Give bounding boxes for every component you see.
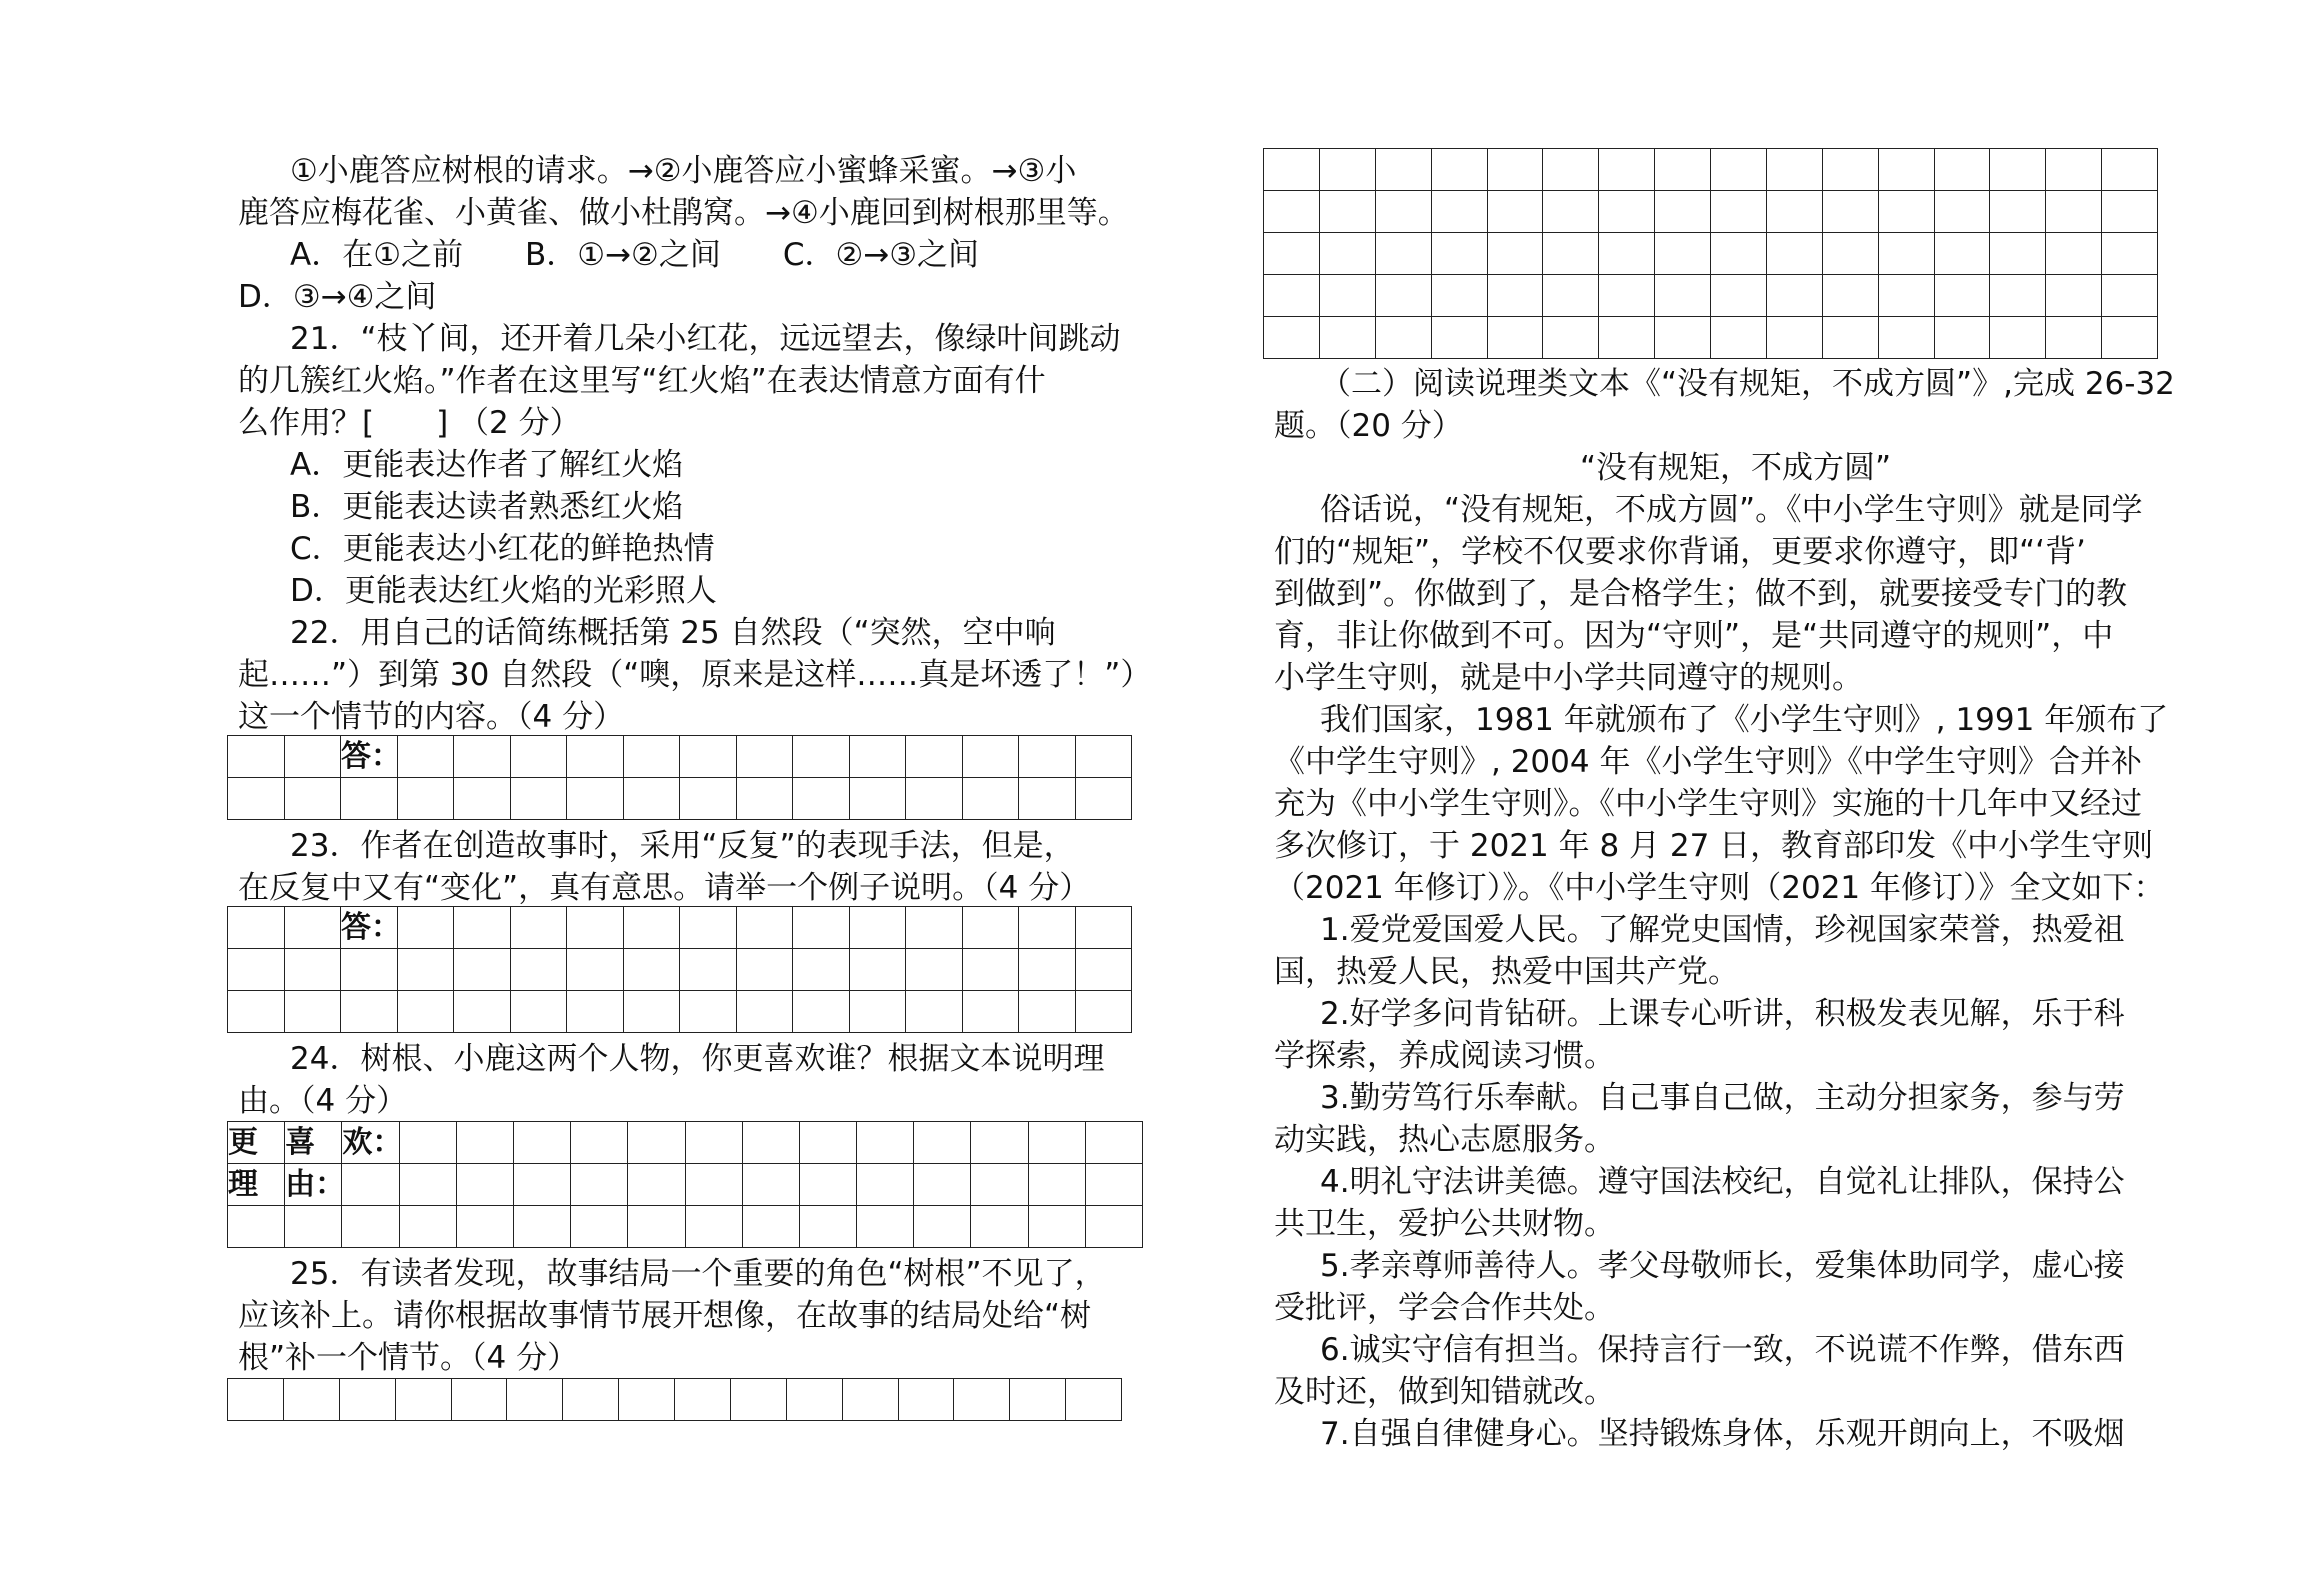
grid-cell[interactable] bbox=[1599, 317, 1655, 359]
grid-cell[interactable] bbox=[857, 1206, 914, 1248]
grid-cell[interactable] bbox=[510, 778, 567, 820]
grid-cell[interactable] bbox=[456, 1122, 513, 1164]
grid-cell[interactable] bbox=[1599, 149, 1655, 191]
grid-cell[interactable] bbox=[849, 778, 906, 820]
grid-cell[interactable] bbox=[451, 1379, 507, 1421]
grid-cell[interactable] bbox=[1990, 275, 2046, 317]
grid-cell[interactable] bbox=[849, 991, 906, 1033]
grid-cell[interactable] bbox=[342, 1206, 399, 1248]
rule-item: 7.自强自律健身心。坚持锻炼身体，乐观开朗向上，不吸烟 bbox=[1320, 1416, 2125, 1452]
grid-cell[interactable] bbox=[571, 1206, 628, 1248]
grid-cell[interactable] bbox=[507, 1379, 563, 1421]
grid-cell[interactable] bbox=[1319, 233, 1375, 275]
grid-cell[interactable] bbox=[1655, 191, 1711, 233]
grid-cell[interactable] bbox=[1487, 275, 1543, 317]
grid-cell[interactable] bbox=[1019, 949, 1076, 991]
grid-cell[interactable] bbox=[1543, 317, 1599, 359]
grid-cell[interactable] bbox=[971, 1122, 1028, 1164]
grid-cell[interactable] bbox=[1264, 317, 1320, 359]
grid-cell[interactable] bbox=[1431, 149, 1487, 191]
rule-item: 1.爱党爱国爱人民。了解党史国情，珍视国家荣誉，热爱祖 bbox=[1320, 912, 2125, 948]
grid-cell[interactable] bbox=[1599, 275, 1655, 317]
grid-cell[interactable] bbox=[397, 949, 454, 991]
text-line: 动实践，热心志愿服务。 bbox=[1274, 1122, 1615, 1158]
grid-cell[interactable] bbox=[971, 1164, 1028, 1206]
grid-cell[interactable] bbox=[914, 1164, 971, 1206]
grid-cell[interactable] bbox=[284, 907, 341, 949]
grid-cell[interactable] bbox=[1375, 275, 1431, 317]
grid-row bbox=[1264, 149, 2158, 191]
grid-cell[interactable] bbox=[1075, 736, 1132, 778]
text-line: 鹿答应梅花雀、小黄雀、做小杜鹃窝。→④小鹿回到树根那里等。 bbox=[238, 195, 1129, 231]
grid-cell[interactable] bbox=[339, 1379, 395, 1421]
grid-cell[interactable] bbox=[675, 1379, 731, 1421]
option-line: D．③→④之间 bbox=[238, 279, 437, 315]
grid-cell[interactable] bbox=[1019, 778, 1076, 820]
grid-cell[interactable] bbox=[1766, 233, 1822, 275]
grid-cell[interactable] bbox=[571, 1122, 628, 1164]
grid-row bbox=[1264, 191, 2158, 233]
text-line: 我们国家，1981 年就颁布了《小学生守则》, 1991 年颁布了 bbox=[1320, 702, 2169, 738]
grid-char: 喜 bbox=[285, 1122, 342, 1164]
text-line: 及时还，做到知错就改。 bbox=[1274, 1374, 1615, 1410]
option-d: D．更能表达红火焰的光彩照人 bbox=[290, 573, 717, 609]
grid-cell[interactable] bbox=[786, 1379, 842, 1421]
text-line: 这一个情节的内容。（4 分） bbox=[238, 699, 625, 735]
grid-cell[interactable] bbox=[1878, 275, 1934, 317]
grid-cell[interactable] bbox=[284, 778, 341, 820]
rule-item: 3.勤劳笃行乐奉献。自己事自己做，主动分担家务，参与劳 bbox=[1320, 1080, 2125, 1116]
grid-cell[interactable] bbox=[563, 1379, 619, 1421]
grid-cell[interactable] bbox=[1431, 317, 1487, 359]
grid-cell[interactable] bbox=[857, 1122, 914, 1164]
section-heading: （二）阅读说理类文本《“没有规矩，不成方圆”》,完成 26-32 bbox=[1320, 366, 2175, 402]
grid-cell[interactable] bbox=[510, 991, 567, 1033]
grid-cell[interactable] bbox=[849, 907, 906, 949]
grid-cell[interactable] bbox=[228, 949, 285, 991]
grid-cell[interactable] bbox=[623, 907, 680, 949]
grid-cell[interactable] bbox=[906, 778, 963, 820]
grid-cell[interactable] bbox=[736, 949, 793, 991]
grid-cell[interactable] bbox=[1878, 149, 1934, 191]
grid-cell[interactable] bbox=[1878, 191, 1934, 233]
grid-char: 更 bbox=[228, 1122, 285, 1164]
grid-cell[interactable] bbox=[1543, 275, 1599, 317]
grid-cell[interactable] bbox=[567, 907, 624, 949]
option-c: C．更能表达小红花的鲜艳热情 bbox=[290, 531, 715, 567]
grid-cell[interactable] bbox=[1822, 275, 1878, 317]
grid-cell[interactable] bbox=[567, 991, 624, 1033]
grid-cell[interactable] bbox=[1319, 191, 1375, 233]
grid-cell[interactable] bbox=[1028, 1206, 1085, 1248]
grid-cell[interactable] bbox=[680, 949, 737, 991]
grid-cell[interactable] bbox=[1599, 191, 1655, 233]
grid-cell[interactable] bbox=[793, 907, 850, 949]
answer-grid-24[interactable] bbox=[227, 1121, 1143, 1248]
grid-cell[interactable] bbox=[685, 1206, 742, 1248]
grid-cell[interactable] bbox=[623, 778, 680, 820]
grid-cell[interactable] bbox=[962, 991, 1019, 1033]
grid-cell[interactable] bbox=[1822, 233, 1878, 275]
grid-cell[interactable] bbox=[1264, 233, 1320, 275]
grid-cell[interactable] bbox=[1934, 275, 1990, 317]
grid-cell[interactable] bbox=[906, 949, 963, 991]
answer-grid-25[interactable] bbox=[227, 1378, 1122, 1421]
grid-cell[interactable] bbox=[2102, 275, 2158, 317]
grid-cell[interactable] bbox=[742, 1122, 799, 1164]
grid-cell[interactable] bbox=[954, 1379, 1010, 1421]
rule-item: 2.好学多问肯钻研。上课专心听讲，积极发表见解，乐于科 bbox=[1320, 996, 2125, 1032]
grid-cell[interactable] bbox=[1766, 275, 1822, 317]
grid-cell[interactable] bbox=[1711, 275, 1767, 317]
grid-cell[interactable] bbox=[228, 991, 285, 1033]
grid-cell[interactable] bbox=[454, 736, 511, 778]
grid-cell[interactable] bbox=[1711, 191, 1767, 233]
grid-cell[interactable] bbox=[395, 1379, 451, 1421]
grid-cell[interactable] bbox=[397, 991, 454, 1033]
grid-cell[interactable] bbox=[228, 736, 285, 778]
grid-cell[interactable] bbox=[1028, 1164, 1085, 1206]
grid-row bbox=[1264, 317, 2158, 359]
grid-cell[interactable] bbox=[1766, 191, 1822, 233]
grid-cell[interactable] bbox=[1431, 191, 1487, 233]
grid-cell[interactable] bbox=[1375, 149, 1431, 191]
grid-cell[interactable] bbox=[1487, 191, 1543, 233]
grid-cell[interactable] bbox=[1264, 191, 1320, 233]
grid-cell[interactable] bbox=[397, 778, 454, 820]
text-line: ①小鹿答应树根的请求。→②小鹿答应小蜜蜂采蜜。→③小 bbox=[290, 153, 1077, 189]
grid-cell[interactable] bbox=[1822, 149, 1878, 191]
grid-cell[interactable] bbox=[228, 1379, 284, 1421]
grid-cell[interactable] bbox=[2102, 191, 2158, 233]
grid-cell[interactable] bbox=[628, 1206, 685, 1248]
grid-row bbox=[228, 778, 1132, 820]
grid-cell[interactable] bbox=[962, 907, 1019, 949]
grid-cell[interactable] bbox=[799, 1206, 856, 1248]
grid-cell[interactable] bbox=[1319, 317, 1375, 359]
grid-cell[interactable] bbox=[1934, 317, 1990, 359]
text-line: 国，热爱人民，热爱中国共产党。 bbox=[1274, 954, 1739, 990]
grid-cell[interactable] bbox=[1431, 275, 1487, 317]
grid-cell[interactable] bbox=[1655, 233, 1711, 275]
grid-cell[interactable] bbox=[285, 1206, 342, 1248]
grid-cell[interactable] bbox=[736, 907, 793, 949]
grid-cell[interactable] bbox=[619, 1379, 675, 1421]
answer-grid-23[interactable] bbox=[227, 906, 1132, 1033]
grid-cell[interactable] bbox=[1711, 317, 1767, 359]
text-line: 们的“规矩”，学校不仅要求你背诵，更要求你遵守，即“‘背’ bbox=[1274, 534, 2086, 570]
grid-cell[interactable] bbox=[962, 949, 1019, 991]
grid-cell[interactable] bbox=[1543, 149, 1599, 191]
grid-row bbox=[228, 1164, 1143, 1206]
grid-cell[interactable] bbox=[1487, 233, 1543, 275]
grid-cell[interactable] bbox=[567, 736, 624, 778]
grid-cell[interactable] bbox=[736, 991, 793, 1033]
grid-cell[interactable] bbox=[1019, 907, 1076, 949]
grid-cell[interactable] bbox=[228, 1206, 285, 1248]
grid-cell[interactable] bbox=[914, 1122, 971, 1164]
question-24: 24．树根、小鹿这两个人物，你更喜欢谁？根据文本说明理 bbox=[290, 1041, 1105, 1077]
grid-cell[interactable] bbox=[1431, 233, 1487, 275]
grid-cell[interactable] bbox=[898, 1379, 954, 1421]
grid-cell[interactable] bbox=[971, 1206, 1028, 1248]
grid-cell[interactable] bbox=[1075, 991, 1132, 1033]
option-b: B．更能表达读者熟悉红火焰 bbox=[290, 489, 684, 525]
grid-cell[interactable] bbox=[284, 949, 341, 991]
grid-cell[interactable] bbox=[1319, 275, 1375, 317]
grid-cell[interactable] bbox=[1990, 233, 2046, 275]
grid-cell[interactable] bbox=[454, 991, 511, 1033]
grid-cell[interactable] bbox=[2102, 233, 2158, 275]
grid-cell[interactable] bbox=[730, 1379, 786, 1421]
text-line: 起……”）到第 30 自然段（“噢，原来是这样……真是坏透了！”） bbox=[238, 657, 1152, 693]
grid-cell[interactable] bbox=[857, 1164, 914, 1206]
text-line: 充为《中小学生守则》。《中小学生守则》实施的十几年中又经过 bbox=[1274, 786, 2142, 822]
grid-cell[interactable] bbox=[1822, 317, 1878, 359]
text-line: 俗话说，“没有规矩，不成方圆”。《中小学生守则》就是同学 bbox=[1320, 492, 2143, 528]
grid-cell[interactable] bbox=[2046, 275, 2102, 317]
grid-cell[interactable] bbox=[1990, 317, 2046, 359]
grid-cell[interactable] bbox=[1543, 191, 1599, 233]
right-column bbox=[1240, 0, 2304, 1595]
grid-cell[interactable] bbox=[623, 949, 680, 991]
question-22: 22．用自己的话简练概括第 25 自然段（“突然，空中响 bbox=[290, 615, 1056, 651]
grid-cell[interactable] bbox=[1085, 1164, 1142, 1206]
grid-cell[interactable] bbox=[962, 778, 1019, 820]
grid-cell[interactable] bbox=[793, 949, 850, 991]
grid-cell[interactable] bbox=[399, 1164, 456, 1206]
grid-row bbox=[228, 949, 1132, 991]
text-line: 多次修订，于 2021 年 8 月 27 日，教育部印发《中小学生守则 bbox=[1274, 828, 2154, 864]
grid-row bbox=[1264, 275, 2158, 317]
rule-item: 5.孝亲尊师善待人。孝父母敬师长，爱集体助同学，虚心接 bbox=[1320, 1248, 2125, 1284]
grid-cell[interactable] bbox=[799, 1164, 856, 1206]
grid-cell[interactable] bbox=[628, 1122, 685, 1164]
text-line: 题。（20 分） bbox=[1274, 408, 1463, 444]
grid-cell[interactable] bbox=[342, 1164, 399, 1206]
text-line: 么作用？[ ] （2 分） bbox=[238, 405, 581, 441]
grid-cell[interactable] bbox=[1019, 991, 1076, 1033]
grid-label: 由： bbox=[285, 1164, 342, 1206]
text-line: 的几簇红火焰。”作者在这里写“红火焰”在表达情意方面有什 bbox=[238, 363, 1046, 399]
text-line: 小学生守则，就是中小学共同遵守的规则。 bbox=[1274, 660, 1863, 696]
grid-cell[interactable] bbox=[2046, 233, 2102, 275]
answer-label: 答： bbox=[341, 736, 398, 778]
grid-cell[interactable] bbox=[2046, 191, 2102, 233]
grid-cell[interactable] bbox=[456, 1164, 513, 1206]
grid-cell[interactable] bbox=[510, 907, 567, 949]
grid-cell[interactable] bbox=[1085, 1122, 1142, 1164]
grid-cell[interactable] bbox=[962, 736, 1019, 778]
grid-row bbox=[228, 1379, 1122, 1421]
grid-cell[interactable] bbox=[341, 991, 398, 1033]
grid-cell[interactable] bbox=[628, 1164, 685, 1206]
grid-cell[interactable] bbox=[567, 778, 624, 820]
grid-cell[interactable] bbox=[1264, 149, 1320, 191]
grid-cell[interactable] bbox=[736, 736, 793, 778]
grid-cell[interactable] bbox=[228, 907, 285, 949]
grid-cell[interactable] bbox=[680, 991, 737, 1033]
grid-cell[interactable] bbox=[399, 1122, 456, 1164]
grid-cell[interactable] bbox=[397, 736, 454, 778]
grid-cell[interactable] bbox=[742, 1206, 799, 1248]
text-line: 在反复中又有“变化”，真有意思。请举一个例子说明。（4 分） bbox=[238, 870, 1091, 906]
grid-cell[interactable] bbox=[1655, 317, 1711, 359]
grid-cell[interactable] bbox=[228, 778, 285, 820]
text-line: 受批评，学会合作共处。 bbox=[1274, 1290, 1615, 1326]
text-line: 《中学生守则》, 2004 年《小学生守则》《中学生守则》合并补 bbox=[1274, 744, 2142, 780]
grid-cell[interactable] bbox=[454, 907, 511, 949]
grid-cell[interactable] bbox=[1028, 1122, 1085, 1164]
grid-cell[interactable] bbox=[1375, 233, 1431, 275]
text-line: 到做到”。你做到了，是合格学生；做不到，就要接受专门的教 bbox=[1274, 576, 2128, 612]
grid-cell[interactable] bbox=[1010, 1379, 1066, 1421]
grid-cell[interactable] bbox=[284, 991, 341, 1033]
grid-cell[interactable] bbox=[1711, 149, 1767, 191]
grid-cell[interactable] bbox=[397, 907, 454, 949]
text-line: 根”补一个情节。（4 分） bbox=[238, 1340, 579, 1376]
grid-char: 理 bbox=[228, 1164, 285, 1206]
question-23: 23．作者在创造故事时，采用“反复”的表现手法，但是， bbox=[290, 828, 1075, 864]
grid-cell[interactable] bbox=[510, 736, 567, 778]
grid-cell[interactable] bbox=[1319, 149, 1375, 191]
grid-row bbox=[228, 736, 1132, 778]
grid-cell[interactable] bbox=[1599, 233, 1655, 275]
grid-cell[interactable] bbox=[1075, 907, 1132, 949]
grid-cell[interactable] bbox=[742, 1164, 799, 1206]
grid-label: 欢： bbox=[342, 1122, 399, 1164]
grid-cell[interactable] bbox=[513, 1164, 570, 1206]
grid-cell[interactable] bbox=[1766, 317, 1822, 359]
grid-cell[interactable] bbox=[793, 778, 850, 820]
grid-cell[interactable] bbox=[1934, 233, 1990, 275]
answer-label: 答： bbox=[341, 907, 398, 949]
grid-cell[interactable] bbox=[1075, 949, 1132, 991]
grid-cell[interactable] bbox=[1655, 275, 1711, 317]
grid-cell[interactable] bbox=[1711, 233, 1767, 275]
grid-cell[interactable] bbox=[849, 949, 906, 991]
grid-cell[interactable] bbox=[1822, 191, 1878, 233]
option-line: A．在①之前 B．①→②之间 C．②→③之间 bbox=[290, 237, 980, 273]
grid-cell[interactable] bbox=[685, 1164, 742, 1206]
grid-cell[interactable] bbox=[1264, 275, 1320, 317]
question-21: 21．“枝丫间，还开着几朵小红花，远远望去，像绿叶间跳动 bbox=[290, 321, 1121, 357]
grid-cell[interactable] bbox=[284, 736, 341, 778]
grid-cell[interactable] bbox=[623, 991, 680, 1033]
grid-cell[interactable] bbox=[1990, 149, 2046, 191]
grid-row bbox=[1264, 233, 2158, 275]
grid-cell[interactable] bbox=[1375, 317, 1431, 359]
grid-cell[interactable] bbox=[1543, 233, 1599, 275]
grid-cell[interactable] bbox=[793, 736, 850, 778]
grid-cell[interactable] bbox=[567, 949, 624, 991]
article-title: “没有规矩，不成方圆” bbox=[1580, 450, 1892, 486]
grid-cell[interactable] bbox=[1878, 233, 1934, 275]
grid-cell[interactable] bbox=[1934, 149, 1990, 191]
grid-cell[interactable] bbox=[685, 1122, 742, 1164]
grid-cell[interactable] bbox=[906, 736, 963, 778]
grid-cell[interactable] bbox=[680, 736, 737, 778]
text-line: 育，非让你做到不可。因为“守则”，是“共同遵守的规则”，中 bbox=[1274, 618, 2114, 654]
grid-cell[interactable] bbox=[1019, 736, 1076, 778]
question-25: 25．有读者发现，故事结局一个重要的角色“树根”不见了， bbox=[290, 1256, 1106, 1292]
grid-cell[interactable] bbox=[1066, 1379, 1122, 1421]
grid-cell[interactable] bbox=[1487, 149, 1543, 191]
grid-row bbox=[228, 1122, 1143, 1164]
grid-cell[interactable] bbox=[513, 1206, 570, 1248]
text-line: 共卫生，爱护公共财物。 bbox=[1274, 1206, 1615, 1242]
text-line: （2021 年修订）》。《中小学生守则（2021 年修订）》全文如下： bbox=[1274, 870, 2165, 906]
grid-cell[interactable] bbox=[513, 1122, 570, 1164]
grid-cell[interactable] bbox=[1934, 191, 1990, 233]
rule-item: 6.诚实守信有担当。保持言行一致，不说谎不作弊，借东西 bbox=[1320, 1332, 2125, 1368]
grid-row bbox=[228, 991, 1132, 1033]
grid-cell[interactable] bbox=[454, 949, 511, 991]
text-line: 学探索，养成阅读习惯。 bbox=[1274, 1038, 1615, 1074]
grid-cell[interactable] bbox=[623, 736, 680, 778]
rule-item: 4.明礼守法讲美德。遵守国法校纪，自觉礼让排队，保持公 bbox=[1320, 1164, 2125, 1200]
grid-cell[interactable] bbox=[2102, 317, 2158, 359]
grid-cell[interactable] bbox=[793, 991, 850, 1033]
grid-cell[interactable] bbox=[456, 1206, 513, 1248]
grid-cell[interactable] bbox=[1878, 317, 1934, 359]
grid-cell[interactable] bbox=[283, 1379, 339, 1421]
text-line: 由。（4 分） bbox=[238, 1083, 408, 1119]
grid-cell[interactable] bbox=[849, 736, 906, 778]
grid-row bbox=[228, 1206, 1143, 1248]
grid-cell[interactable] bbox=[2046, 317, 2102, 359]
grid-cell[interactable] bbox=[1990, 191, 2046, 233]
grid-cell[interactable] bbox=[571, 1164, 628, 1206]
answer-grid-22[interactable] bbox=[227, 735, 1132, 820]
grid-cell[interactable] bbox=[906, 907, 963, 949]
grid-cell[interactable] bbox=[799, 1122, 856, 1164]
grid-row bbox=[228, 907, 1132, 949]
grid-cell[interactable] bbox=[680, 778, 737, 820]
grid-cell[interactable] bbox=[510, 949, 567, 991]
grid-cell[interactable] bbox=[2102, 149, 2158, 191]
text-line: 应该补上。请你根据故事情节展开想像，在故事的结局处给“树 bbox=[238, 1298, 1092, 1334]
grid-cell[interactable] bbox=[399, 1206, 456, 1248]
grid-cell[interactable] bbox=[454, 778, 511, 820]
grid-cell[interactable] bbox=[914, 1206, 971, 1248]
grid-cell[interactable] bbox=[341, 949, 398, 991]
grid-cell[interactable] bbox=[1487, 317, 1543, 359]
grid-cell[interactable] bbox=[842, 1379, 898, 1421]
option-a: A．更能表达作者了解红火焰 bbox=[290, 447, 684, 483]
grid-cell[interactable] bbox=[680, 907, 737, 949]
grid-cell[interactable] bbox=[341, 778, 398, 820]
grid-cell[interactable] bbox=[1075, 778, 1132, 820]
grid-cell[interactable] bbox=[906, 991, 963, 1033]
grid-cell[interactable] bbox=[1655, 149, 1711, 191]
grid-cell[interactable] bbox=[2046, 149, 2102, 191]
grid-cell[interactable] bbox=[736, 778, 793, 820]
grid-cell[interactable] bbox=[1085, 1206, 1142, 1248]
grid-cell[interactable] bbox=[1766, 149, 1822, 191]
writing-grid[interactable] bbox=[1263, 148, 2158, 359]
grid-cell[interactable] bbox=[1375, 191, 1431, 233]
